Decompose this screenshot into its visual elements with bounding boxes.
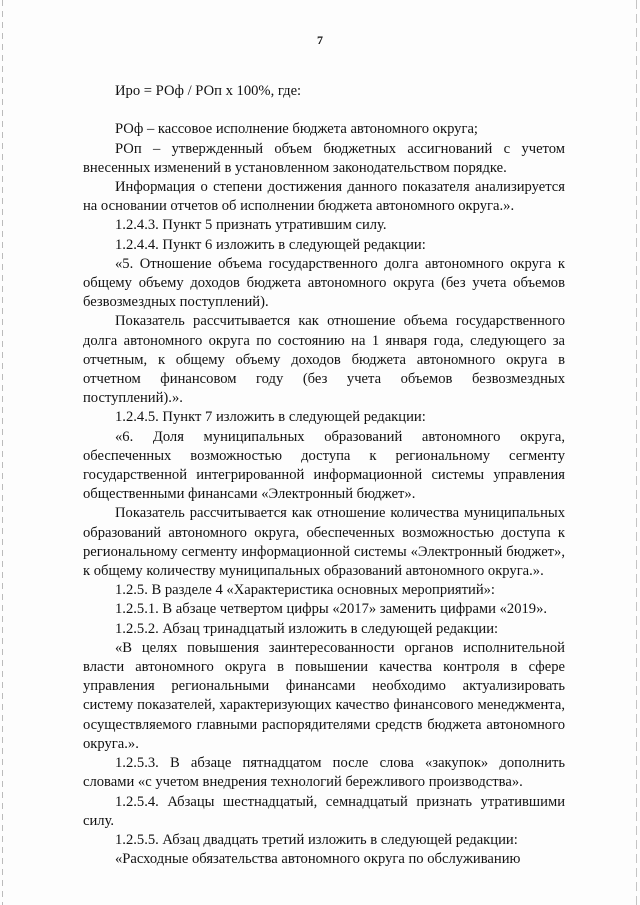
paragraph: Информация о степени достижения данного показателя анализируется на основании отчетов об исполнении бюджета автономного округа.».	[83, 179, 565, 215]
paragraph: 1.2.4.5. Пункт 7 изложить в следующей редакции:	[115, 409, 426, 426]
paragraph: 1.2.4.3. Пункт 5 признать утратившим силу.	[115, 217, 387, 234]
paragraph: 1.2.5.1. В абзаце четвертом цифры «2017» заменить цифрами «2019».	[115, 601, 548, 618]
document-body	[83, 82, 565, 869]
paragraph: 1.2.4.4. Пункт 6 изложить в следующей редакции:	[115, 236, 426, 253]
paragraph: «6. Доля муниципальных образований автономного округа, обеспеченных возможностью доступа к региональному сегменту государственной интегрированной информационной системы управления общественными финансами «Электронный бюджет».	[83, 428, 565, 503]
paragraph: 1.2.5.3. В абзаце пятнадцатом после слова «закупок» дополнить словами «с учетом внедрения технологий бережливого производства».	[83, 755, 565, 791]
paragraph: Показатель рассчитывается как отношение количества муниципальных образований автономного округа, обеспеченных возможностью доступа к региональному сегменту информационной системы «Электронный бюджет», к общему количеству муниципальных образований автономного округа.».	[83, 505, 565, 580]
paragraph: «5. Отношение объема государственного долга автономного округа к общему объему доходов бюджета автономного округа (без учета объемов безвозмездных поступлений).	[83, 255, 565, 311]
paragraph: Показатель рассчитывается как отношение объема государственного долга автономного округа по состоянию на 1 января года, следующего за отчетным, к общему объему доходов бюджета автономного округа в отчетном финансовом году (без учета объемов безвозмездных поступлений).».	[83, 313, 565, 407]
paragraph: 1.2.5.5. Абзац двадцать третий изложить в следующей редакции:	[115, 831, 518, 848]
paragraph: 1.2.5.4. Абзацы шестнадцатый, семнадцатый признать утратившими силу.	[83, 793, 565, 829]
paragraph: 1.2.5.2. Абзац тринадцатый изложить в следующей редакции:	[115, 620, 499, 637]
paragraph: «В целях повышения заинтересованности органов исполнительной власти автономного округа в повышении качества контроля в сфере управления региональными финансами необходимо актуализировать систему показателей, характеризующих качество финансового менеджмента, осуществляемого главными распорядителями средств бюджета автономного округа.».	[83, 639, 565, 752]
paragraph: РОф – кассовое исполнение бюджета автономного округа;	[115, 121, 478, 138]
paragraph: «Расходные обязательства автономного округа по обслуживанию	[115, 851, 521, 868]
paragraph: РОп – утвержденный объем бюджетных ассигнований с учетом внесенных изменений в установленном законодательством порядке.	[83, 140, 565, 176]
paragraph: 1.2.5. В разделе 4 «Характеристика основных мероприятий»:	[115, 582, 495, 599]
scan-edge-right	[636, 0, 637, 905]
page-number: 7	[317, 33, 323, 47]
formula-line: Иро = РОф / РОп х 100%, где:	[115, 83, 302, 99]
scan-edge-left	[2, 0, 3, 905]
